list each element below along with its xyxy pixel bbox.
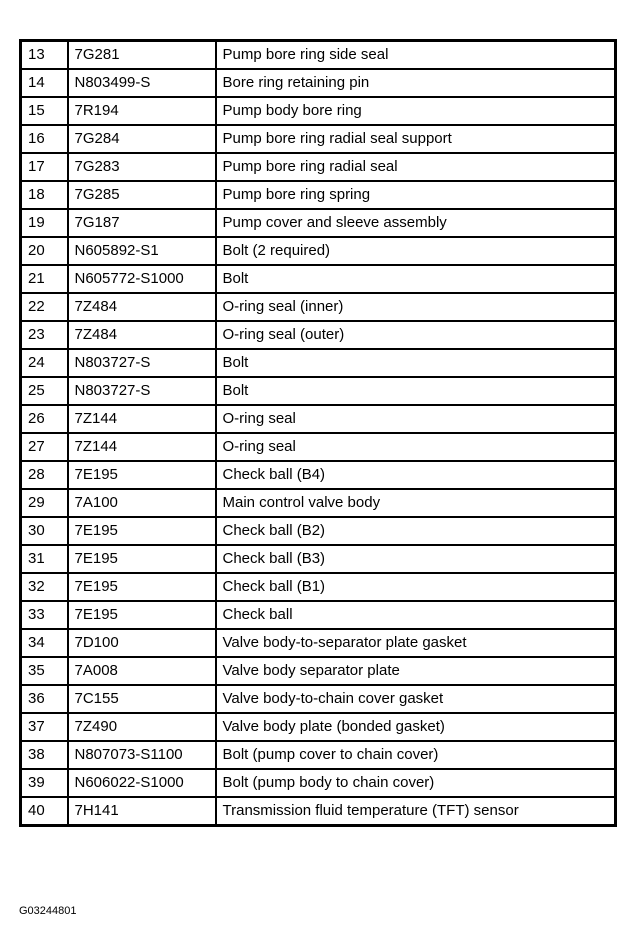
table-row (21, 685, 616, 713)
part-number-cell: 7A100 (68, 489, 216, 517)
item-number-cell: 32 (21, 573, 68, 601)
part-number-cell: N807073-S1100 (68, 741, 216, 769)
item-number-cell: 13 (21, 41, 68, 70)
table-row (21, 181, 616, 209)
item-number-cell: 30 (21, 517, 68, 545)
item-number-cell: 19 (21, 209, 68, 237)
table-row (21, 321, 616, 349)
part-number-cell: 7Z490 (68, 713, 216, 741)
part-number-cell: 7Z484 (68, 321, 216, 349)
item-number-cell: 28 (21, 461, 68, 489)
description-cell: Bolt (216, 377, 616, 405)
item-number-cell: 37 (21, 713, 68, 741)
item-number-cell: 23 (21, 321, 68, 349)
description-cell: Pump bore ring spring (216, 181, 616, 209)
table-row (21, 293, 616, 321)
part-number-cell: N605772-S1000 (68, 265, 216, 293)
item-number-cell: 35 (21, 657, 68, 685)
table-row (21, 489, 616, 517)
table-row (21, 713, 616, 741)
table-row (21, 265, 616, 293)
table-row (21, 69, 616, 97)
item-number-cell: 14 (21, 69, 68, 97)
parts-table (19, 39, 617, 827)
description-cell: Valve body-to-chain cover gasket (216, 685, 616, 713)
item-number-cell: 15 (21, 97, 68, 125)
part-number-cell: 7G281 (68, 41, 216, 70)
part-number-cell: 7H141 (68, 797, 216, 826)
description-cell: O-ring seal (216, 405, 616, 433)
item-number-cell: 21 (21, 265, 68, 293)
part-number-cell: 7A008 (68, 657, 216, 685)
part-number-cell: 7E195 (68, 601, 216, 629)
description-cell: Bolt (pump cover to chain cover) (216, 741, 616, 769)
description-cell: Bolt (pump body to chain cover) (216, 769, 616, 797)
description-cell: Bolt (2 required) (216, 237, 616, 265)
part-number-cell: 7E195 (68, 517, 216, 545)
item-number-cell: 20 (21, 237, 68, 265)
description-cell: Bore ring retaining pin (216, 69, 616, 97)
part-number-cell: 7C155 (68, 685, 216, 713)
table-row (21, 741, 616, 769)
table-row (21, 797, 616, 826)
part-number-cell: 7G187 (68, 209, 216, 237)
description-cell: O-ring seal (216, 433, 616, 461)
item-number-cell: 36 (21, 685, 68, 713)
table-row (21, 601, 616, 629)
item-number-cell: 16 (21, 125, 68, 153)
description-cell: Check ball (216, 601, 616, 629)
table-row (21, 377, 616, 405)
item-number-cell: 40 (21, 797, 68, 826)
part-number-cell: 7E195 (68, 461, 216, 489)
description-cell: Valve body separator plate (216, 657, 616, 685)
description-cell: Pump bore ring radial seal support (216, 125, 616, 153)
description-cell: Check ball (B2) (216, 517, 616, 545)
part-number-cell: 7G283 (68, 153, 216, 181)
description-cell: Bolt (216, 265, 616, 293)
item-number-cell: 26 (21, 405, 68, 433)
item-number-cell: 34 (21, 629, 68, 657)
description-cell: Valve body plate (bonded gasket) (216, 713, 616, 741)
description-cell: O-ring seal (outer) (216, 321, 616, 349)
item-number-cell: 33 (21, 601, 68, 629)
part-number-cell: 7Z144 (68, 405, 216, 433)
description-cell: Valve body-to-separator plate gasket (216, 629, 616, 657)
description-cell: Pump bore ring side seal (216, 41, 616, 70)
part-number-cell: 7G284 (68, 125, 216, 153)
description-cell: Check ball (B3) (216, 545, 616, 573)
table-row (21, 629, 616, 657)
table-row (21, 209, 616, 237)
part-number-cell: N605892-S1 (68, 237, 216, 265)
table-row (21, 405, 616, 433)
item-number-cell: 31 (21, 545, 68, 573)
description-cell: Pump bore ring radial seal (216, 153, 616, 181)
description-cell: Pump body bore ring (216, 97, 616, 125)
description-cell: Bolt (216, 349, 616, 377)
figure-id: G03244801 (19, 905, 77, 917)
item-number-cell: 25 (21, 377, 68, 405)
table-row (21, 573, 616, 601)
table-row (21, 433, 616, 461)
description-cell: Transmission fluid temperature (TFT) sensor (216, 797, 616, 826)
table-row (21, 153, 616, 181)
part-number-cell: N606022-S1000 (68, 769, 216, 797)
item-number-cell: 27 (21, 433, 68, 461)
part-number-cell: 7Z484 (68, 293, 216, 321)
part-number-cell: 7E195 (68, 573, 216, 601)
part-number-cell: N803727-S (68, 377, 216, 405)
table-row (21, 461, 616, 489)
part-number-cell: 7R194 (68, 97, 216, 125)
item-number-cell: 18 (21, 181, 68, 209)
part-number-cell: 7E195 (68, 545, 216, 573)
part-number-cell: N803727-S (68, 349, 216, 377)
table-row (21, 545, 616, 573)
parts-table-body (21, 41, 616, 826)
item-number-cell: 24 (21, 349, 68, 377)
part-number-cell: 7D100 (68, 629, 216, 657)
item-number-cell: 39 (21, 769, 68, 797)
description-cell: Check ball (B1) (216, 573, 616, 601)
table-row (21, 237, 616, 265)
item-number-cell: 17 (21, 153, 68, 181)
table-row (21, 349, 616, 377)
description-cell: O-ring seal (inner) (216, 293, 616, 321)
table-row (21, 769, 616, 797)
table-row (21, 517, 616, 545)
table-row (21, 657, 616, 685)
part-number-cell: 7Z144 (68, 433, 216, 461)
description-cell: Main control valve body (216, 489, 616, 517)
part-number-cell: N803499-S (68, 69, 216, 97)
description-cell: Pump cover and sleeve assembly (216, 209, 616, 237)
part-number-cell: 7G285 (68, 181, 216, 209)
table-row (21, 41, 616, 70)
table-row (21, 125, 616, 153)
item-number-cell: 38 (21, 741, 68, 769)
description-cell: Check ball (B4) (216, 461, 616, 489)
item-number-cell: 22 (21, 293, 68, 321)
table-row (21, 97, 616, 125)
item-number-cell: 29 (21, 489, 68, 517)
